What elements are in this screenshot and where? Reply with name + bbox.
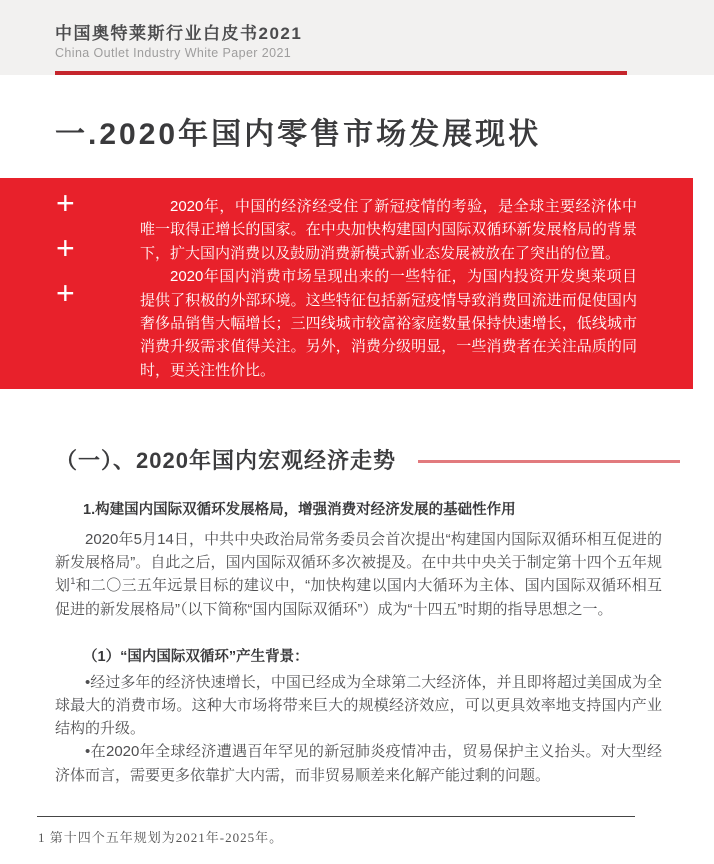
document-subtitle: China Outlet Industry White Paper 2021: [55, 46, 292, 60]
page-header-band: [0, 0, 714, 75]
document-title: 中国奥特莱斯行业白皮书2021: [55, 24, 303, 43]
subsection-title: （1）“国内国际双循环”产生背景：: [83, 648, 309, 665]
chapter-heading: 一.2020年国内零售市场发展现状: [55, 118, 542, 151]
paragraph-text: 2020年5月14日，中共中央政治局常务委员会首次提出“构建国内国际双循环相互促进的新发展格局”。自此之后，国内国际双循环多次被提及。在中共中央关于制定第十四个五年规划: [55, 531, 662, 595]
bullet-paragraph: •在2020年全球经济遭遇百年罕见的新冠肺炎疫情冲击，贸易保护主义抬头。对大型经济体而言，需要更多依靠扩大内需，而非贸易顺差来化解产能过剩的问题。: [55, 743, 662, 784]
section-pink-rule: [418, 460, 680, 463]
red-callout-banner: [0, 178, 693, 389]
footnote-text: 1 第十四个五年规划为2021年-2025年。: [38, 830, 284, 845]
plus-icon: +: [56, 275, 75, 311]
bullet-paragraph: •经过多年的经济快速增长，中国已经成为全球第二大经济体，并且即将超过美国成为全球最大的消费市场。这种大市场将带来巨大的规模经济效应，可以更具效率地支持国内产业结构的升级。: [55, 673, 662, 738]
banner-paragraph: 2020年国内消费市场呈现出来的一些特征，为国内投资开发奥莱项目提供了积极的外部环境。这些特征包括新冠疫情导致消费回流进而促使国内奢侈品销售大幅增长；三四线城市较富裕家庭数量保持快速增长，低线城市消费升级需求值得关注。另外，消费分级明显，一些消费者在关注品质的同时，更关注性价比。: [140, 268, 637, 379]
body-content: [55, 500, 662, 787]
body-paragraph: [55, 528, 662, 621]
plus-icon: +: [56, 185, 75, 221]
paragraph-text: 和二〇三五年远景目标的建议中，“加快构建以国内大循环为主体、国内国际双循环相互促进的新发展格局”（以下简称“国内国际双循环”）成为“十四五”时期的指导思想之一。: [55, 577, 662, 618]
subsection-title: 1.构建国内国际双循环发展格局，增强消费对经济发展的基础性作用: [83, 502, 516, 518]
footnote-divider: [37, 816, 635, 817]
footnote-marker: 1: [70, 576, 76, 587]
section-heading: （一）、2020年国内宏观经济走势: [55, 448, 396, 473]
section-heading-row: [55, 446, 680, 476]
plus-icon: +: [56, 230, 75, 266]
plus-marks-column: [56, 185, 75, 311]
banner-paragraph: 2020年，中国的经济经受住了新冠疫情的考验，是全球主要经济体中唯一取得正增长的国家。在中央加快构建国内国际双循环新发展格局的背景下，扩大国内消费以及鼓励消费新模式新业态发展被放在了突出的位置。: [140, 198, 637, 262]
header-red-rule: [55, 71, 627, 75]
banner-text-block: [140, 195, 637, 382]
